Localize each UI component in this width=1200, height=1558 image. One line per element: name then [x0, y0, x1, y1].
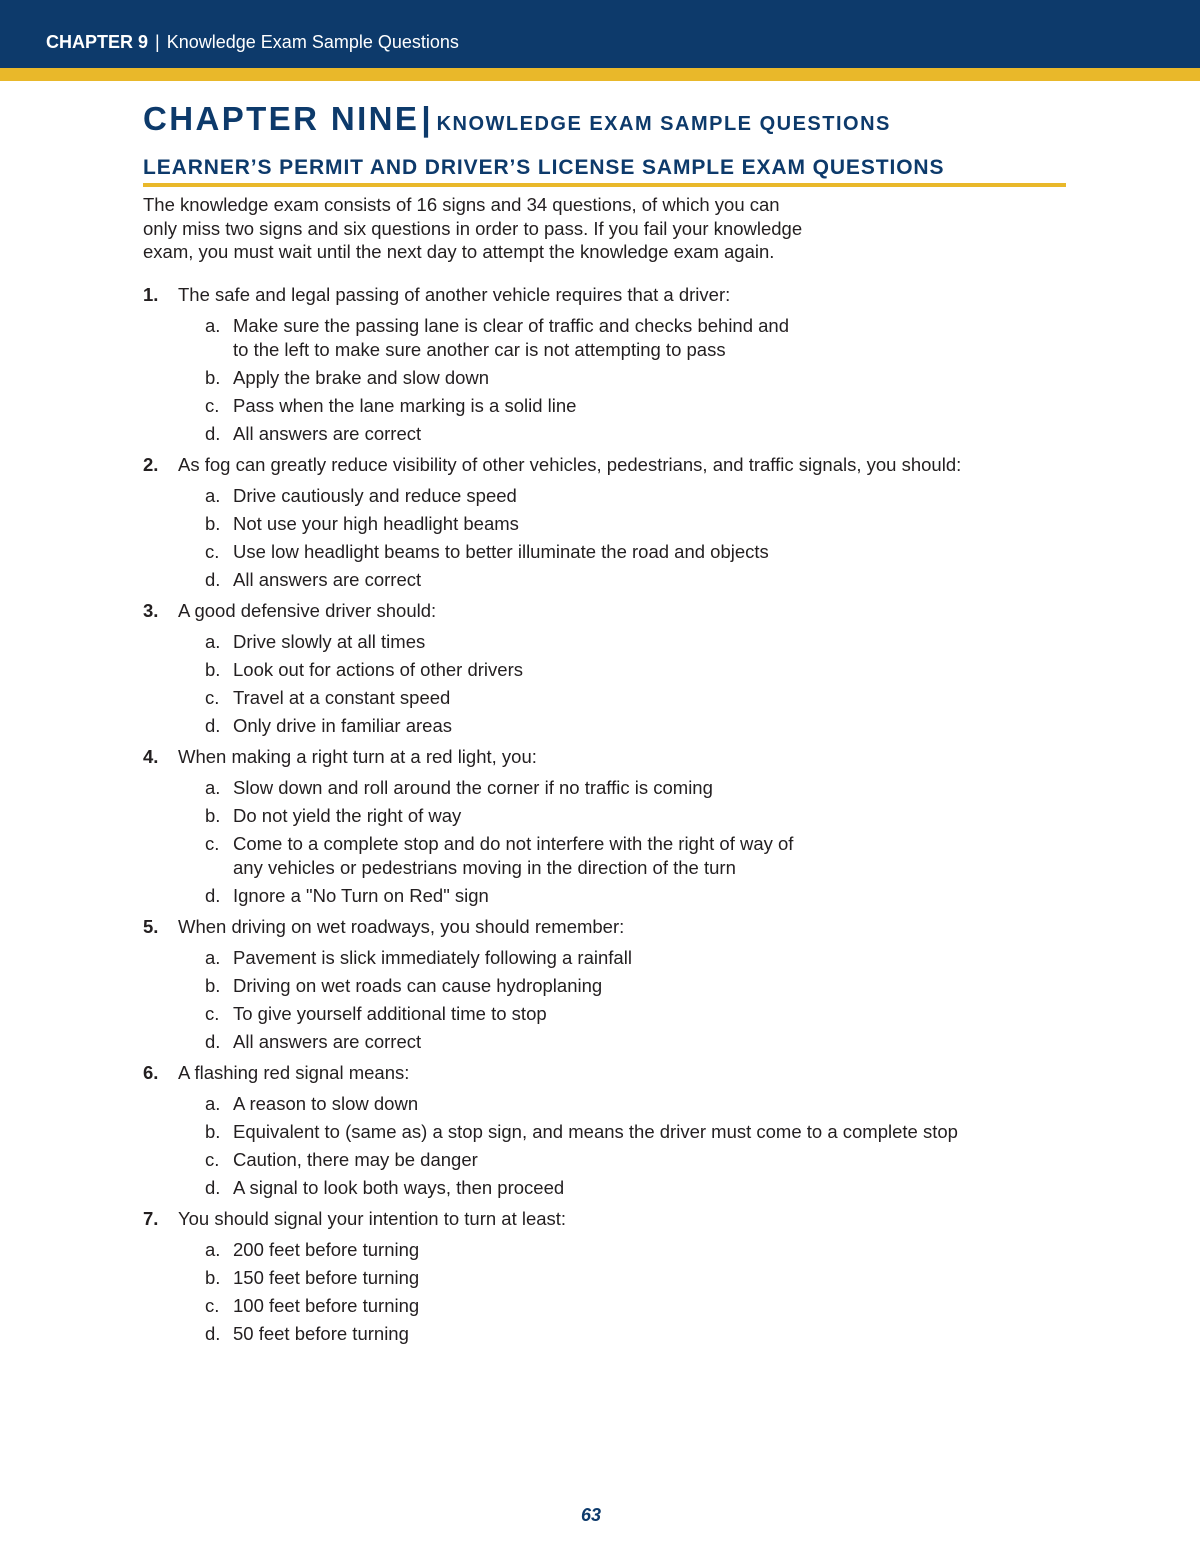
- option-text-line: Look out for actions of other drivers: [233, 659, 523, 680]
- option-text: [233, 974, 1143, 998]
- answer-options: [143, 1234, 1143, 1350]
- option-text-line: All answers are correct: [233, 569, 422, 590]
- option-text-line: Equivalent to (same as) a stop sign, and means the driver must come to a complete stop: [233, 1121, 958, 1142]
- option-letter: b.: [205, 659, 221, 680]
- option-text: [233, 946, 1143, 970]
- answer-option: [143, 776, 1143, 804]
- answer-option: [143, 974, 1143, 1002]
- option-text-line: Travel at a constant speed: [233, 687, 451, 708]
- option-letter: d.: [205, 569, 221, 590]
- answer-options: [143, 310, 1143, 450]
- option-letter: a.: [205, 485, 221, 506]
- answer-option: [143, 714, 1143, 742]
- option-letter: d.: [205, 423, 221, 444]
- answer-option: [143, 394, 1143, 422]
- answer-option: [143, 422, 1143, 450]
- question-text: A flashing red signal means:: [178, 1062, 410, 1083]
- intro-line: only miss two signs and six questions in order to pass. If you fail your knowledge: [143, 217, 803, 239]
- option-text-line: 150 feet before turning: [233, 1267, 420, 1288]
- option-text-line: Pass when the lane marking is a solid line: [233, 395, 577, 416]
- chapter-title-main: CHAPTER NINE: [143, 100, 420, 137]
- option-text-line: Apply the brake and slow down: [233, 367, 490, 388]
- option-letter: c.: [205, 1295, 220, 1316]
- section-heading: LEARNER’S PERMIT AND DRIVER’S LICENSE SAMPLE EXAM QUESTIONS: [143, 156, 945, 179]
- question-number: 6.: [143, 1062, 159, 1083]
- question-item: [143, 450, 1143, 596]
- option-letter: b.: [205, 367, 221, 388]
- answer-option: [143, 484, 1143, 512]
- question-number: 1.: [143, 284, 159, 305]
- option-letter: d.: [205, 885, 221, 906]
- running-header-subtitle: Knowledge Exam Sample Questions: [166, 32, 459, 52]
- answer-options: [143, 942, 1143, 1058]
- question-text: A good defensive driver should:: [178, 600, 437, 621]
- option-text-line: 50 feet before turning: [233, 1323, 409, 1344]
- option-text: [233, 1030, 1143, 1054]
- running-header: [46, 32, 459, 53]
- answer-options: [143, 772, 1143, 912]
- question-stem: [143, 596, 1143, 626]
- answer-options: [143, 1088, 1143, 1204]
- question-item: [143, 1058, 1143, 1204]
- option-text: [233, 630, 1143, 654]
- question-text: As fog can greatly reduce visibility of other vehicles, pedestrians, and traffic signals, you should:: [178, 454, 962, 475]
- option-text: [233, 1238, 1143, 1262]
- option-text: [233, 1120, 1143, 1144]
- answer-option: [143, 366, 1143, 394]
- option-text-line: All answers are correct: [233, 423, 422, 444]
- option-text-line: Not use your high headlight beams: [233, 513, 519, 534]
- answer-option: [143, 884, 1143, 912]
- answer-option: [143, 686, 1143, 714]
- option-letter: c.: [205, 395, 220, 416]
- answer-option: [143, 630, 1143, 658]
- answer-option: [143, 512, 1143, 540]
- option-letter: b.: [205, 805, 221, 826]
- option-letter: a.: [205, 1093, 221, 1114]
- option-text: [233, 366, 1143, 390]
- running-header-chapter: CHAPTER 9: [46, 32, 149, 52]
- answer-option: [143, 1266, 1143, 1294]
- option-text-line: A reason to slow down: [233, 1093, 419, 1114]
- option-letter: d.: [205, 1031, 221, 1052]
- option-text: [233, 1294, 1143, 1318]
- answer-option: [143, 314, 1143, 366]
- option-text: [233, 1148, 1143, 1172]
- option-text: [233, 394, 1143, 418]
- option-text: [233, 1002, 1143, 1026]
- option-text: [233, 884, 1143, 908]
- option-letter: d.: [205, 1323, 221, 1344]
- question-stem: [143, 1204, 1143, 1234]
- chapter-title-bar: |: [421, 100, 431, 137]
- question-stem: [143, 912, 1143, 942]
- answer-option: [143, 1120, 1143, 1148]
- option-letter: a.: [205, 315, 221, 336]
- option-text-line: Slow down and roll around the corner if no traffic is coming: [233, 777, 713, 798]
- answer-option: [143, 1294, 1143, 1322]
- option-letter: c.: [205, 1149, 220, 1170]
- section-heading-rule: [143, 183, 1066, 187]
- option-letter: b.: [205, 975, 221, 996]
- option-letter: b.: [205, 1121, 221, 1142]
- option-text: [233, 804, 1143, 828]
- option-text: [233, 512, 1143, 536]
- header-accent-stripe: [0, 68, 1200, 81]
- option-text: [233, 686, 1143, 710]
- option-text: [233, 776, 1143, 800]
- option-text: [233, 568, 1143, 592]
- question-number: 4.: [143, 746, 159, 767]
- option-text: [233, 314, 1143, 362]
- option-letter: a.: [205, 631, 221, 652]
- answer-option: [143, 946, 1143, 974]
- chapter-title-sub: KNOWLEDGE EXAM SAMPLE QUESTIONS: [436, 113, 891, 135]
- answer-options: [143, 626, 1143, 742]
- option-text-line: A signal to look both ways, then proceed: [233, 1177, 565, 1198]
- answer-option: [143, 1148, 1143, 1176]
- option-letter: a.: [205, 1239, 221, 1260]
- answer-option: [143, 1322, 1143, 1350]
- option-letter: c.: [205, 541, 220, 562]
- option-letter: b.: [205, 1267, 221, 1288]
- option-letter: a.: [205, 947, 221, 968]
- option-text-line: 200 feet before turning: [233, 1239, 420, 1260]
- question-list: [143, 280, 1143, 1350]
- option-text: [233, 832, 1143, 880]
- option-text: [233, 658, 1143, 682]
- answer-option: [143, 1030, 1143, 1058]
- chapter-title: [143, 100, 891, 138]
- question-stem: [143, 280, 1143, 310]
- option-text-line: Pavement is slick immediately following a rainfall: [233, 947, 632, 968]
- question-item: [143, 912, 1143, 1058]
- answer-option: [143, 568, 1143, 596]
- answer-option: [143, 540, 1143, 568]
- option-text-line: Do not yield the right of way: [233, 805, 462, 826]
- option-text-line: 100 feet before turning: [233, 1295, 420, 1316]
- option-letter: b.: [205, 513, 221, 534]
- answer-option: [143, 1002, 1143, 1030]
- option-text-line: to the left to make sure another car is not attempting to pass: [233, 339, 726, 360]
- question-item: [143, 1204, 1143, 1350]
- option-text: [233, 1322, 1143, 1346]
- question-text: When driving on wet roadways, you should remember:: [178, 916, 625, 937]
- intro-line: The knowledge exam consists of 16 signs and 34 questions, of which you can: [143, 194, 780, 215]
- option-text: [233, 484, 1143, 508]
- option-text: [233, 1266, 1143, 1290]
- option-letter: c.: [205, 1003, 220, 1024]
- option-text-line: All answers are correct: [233, 1031, 422, 1052]
- intro-paragraph: [143, 193, 863, 264]
- question-stem: [143, 742, 1143, 772]
- answer-option: [143, 832, 1143, 884]
- option-text-line: Driving on wet roads can cause hydroplaning: [233, 975, 603, 996]
- option-text: [233, 1092, 1143, 1116]
- answer-option: [143, 804, 1143, 832]
- question-stem: [143, 450, 1143, 480]
- question-text: The safe and legal passing of another vehicle requires that a driver:: [178, 284, 731, 305]
- option-letter: c.: [205, 687, 220, 708]
- answer-options: [143, 480, 1143, 596]
- question-number: 7.: [143, 1208, 159, 1229]
- question-item: [143, 596, 1143, 742]
- question-text: When making a right turn at a red light, you:: [178, 746, 537, 767]
- answer-option: [143, 1092, 1143, 1120]
- answer-option: [143, 658, 1143, 686]
- answer-option: [143, 1238, 1143, 1266]
- question-item: [143, 280, 1143, 450]
- option-text-line: To give yourself additional time to stop: [233, 1003, 547, 1024]
- question-number: 5.: [143, 916, 159, 937]
- option-text: [233, 714, 1143, 738]
- option-text-line: any vehicles or pedestrians moving in the direction of the turn: [233, 857, 736, 878]
- option-text-line: Only drive in familiar areas: [233, 715, 452, 736]
- question-number: 3.: [143, 600, 159, 621]
- question-text: You should signal your intention to turn at least:: [178, 1208, 567, 1229]
- option-letter: a.: [205, 777, 221, 798]
- option-text-line: Make sure the passing lane is clear of traffic and checks behind and: [233, 315, 790, 336]
- option-text-line: Drive slowly at all times: [233, 631, 426, 652]
- option-text-line: Come to a complete stop and do not interfere with the right of way of: [233, 833, 794, 854]
- option-text: [233, 422, 1143, 446]
- running-header-separator: |: [155, 32, 160, 52]
- option-text: [233, 540, 1143, 564]
- option-letter: d.: [205, 1177, 221, 1198]
- option-text-line: Drive cautiously and reduce speed: [233, 485, 517, 506]
- question-stem: [143, 1058, 1143, 1088]
- intro-line: exam, you must wait until the next day to attempt the knowledge exam again.: [143, 241, 775, 262]
- option-text-line: Ignore a "No Turn on Red" sign: [233, 885, 489, 906]
- option-letter: d.: [205, 715, 221, 736]
- answer-option: [143, 1176, 1143, 1204]
- page-number: 63: [580, 1505, 602, 1525]
- option-letter: c.: [205, 833, 220, 854]
- question-number: 2.: [143, 454, 159, 475]
- question-item: [143, 742, 1143, 912]
- option-text-line: Caution, there may be danger: [233, 1149, 478, 1170]
- option-text-line: Use low headlight beams to better illuminate the road and objects: [233, 541, 769, 562]
- option-text: [233, 1176, 1143, 1200]
